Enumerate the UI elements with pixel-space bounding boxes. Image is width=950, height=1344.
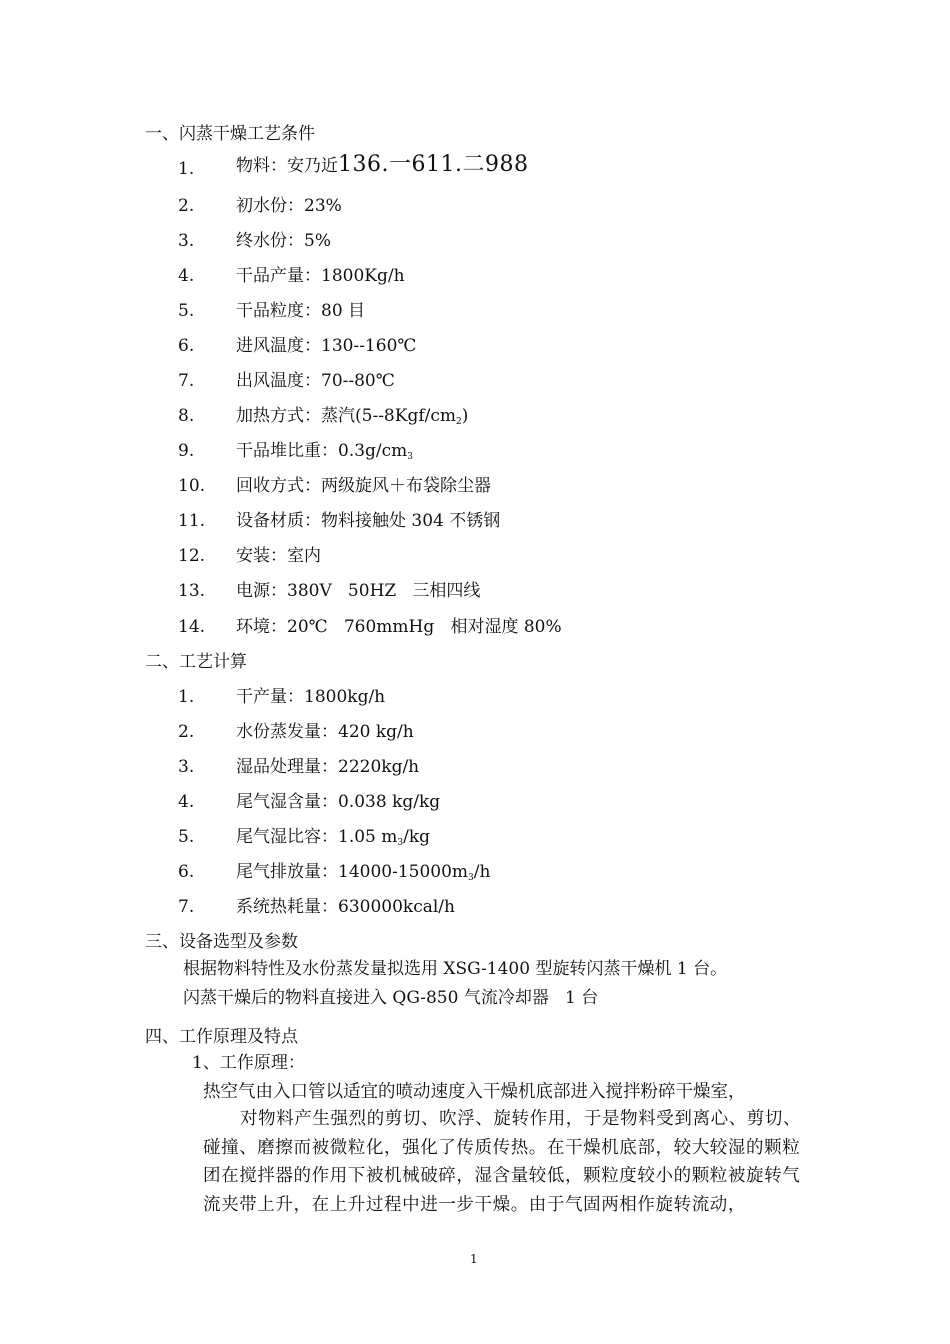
item-number: 13. [178,581,206,601]
list-item [236,862,490,888]
item-number: 4. [178,792,195,812]
list-item: 尾气湿含量：0.038 kg/kg [236,792,441,812]
item-number: 12. [178,546,206,566]
list-item [236,152,529,177]
list-item: 进风温度：130--160℃ [236,336,417,356]
list-item: 终水份：5% [236,231,331,251]
paragraph-line: 闪蒸干燥后的物料直接进入 QG-850 气流冷却器 1 台 [183,988,599,1008]
paragraph-line: 根据物料特性及水份蒸发量拟选用 XSG-1400 型旋转闪蒸干燥机 1 台。 [183,959,728,979]
item-number: 7. [178,897,195,917]
item-number: 5. [178,301,195,321]
list-item: 水份蒸发量：420 kg/h [236,722,414,742]
item-number: 14. [178,617,206,637]
list-item: 环境：20℃ 760mmHg 相对湿度 80% [236,617,562,637]
list-item: 干品粒度：80 目 [236,301,366,321]
superscript: 3 [468,873,474,883]
list-item [236,406,468,432]
page-number: 1 [470,1252,478,1266]
list-item: 设备材质：物料接触处 304 不锈钢 [236,511,501,531]
item-number: 1. [178,159,195,179]
list-item: 出风温度：70--80℃ [236,371,395,391]
section-heading-1: 一、闪蒸干燥工艺条件 [145,124,315,144]
item-number: 10. [178,476,206,496]
section-heading-2: 二、工艺计算 [145,652,247,672]
item-number: 7. [178,371,195,391]
paragraph-line: 热空气由入口管以适宜的喷动速度入干燥机底部进入搅拌粉碎干燥室， [203,1082,746,1102]
item-number: 2. [178,196,195,216]
body-paragraph: 对物料产生强烈的剪切、吹浮、旋转作用，于是物料受到离心、剪切、碰撞、磨擦而被微粒化，强化了传质传热。在干燥机底部，较大较湿的颗粒团在搅拌器的作用下被机械破碎，湿含量较低，颗粒度较小的颗粒被旋转气流夹带上升，在上升过程中进一步干燥。由于气固两相作旋转流动， [203,1109,802,1215]
item-text: 加热方式：蒸汽(5--8Kgf/cm [236,406,456,426]
list-item [236,441,413,467]
section-heading-3: 三、设备选型及参数 [145,932,298,952]
item-tail: /h [473,862,491,882]
phone-number: 136.一611.二988 [338,152,529,177]
list-item: 初水份：23% [236,196,342,216]
list-item: 安装：室内 [236,546,321,566]
item-number: 6. [178,336,195,356]
superscript: 3 [397,838,404,848]
item-number: 11. [178,511,206,531]
item-text: 尾气排放量：14000-15000m [236,862,469,882]
item-tail: /kg [403,827,431,847]
item-label: 物料：安乃近 [236,156,338,176]
list-item: 干产量：1800kg/h [236,687,386,707]
item-number: 8. [178,406,195,426]
item-number: 5. [178,827,195,847]
list-item: 系统热耗量：630000kcal/h [236,897,455,917]
item-text: 干品堆比重：0.3g/cm [236,441,408,461]
item-number: 3. [178,231,195,251]
list-item: 干品产量：1800Kg/h [236,266,405,286]
item-number: 4. [178,266,195,286]
list-item: 湿品处理量：2220kg/h [236,757,420,777]
sub-heading: 1、工作原理： [192,1053,305,1073]
section-heading-4: 四、工作原理及特点 [145,1027,298,1047]
list-item: 电源：380V 50HZ 三相四线 [236,581,481,601]
item-number: 3. [178,757,195,777]
item-number: 6. [178,862,195,882]
list-item [236,827,430,853]
list-item: 回收方式：两级旋风＋布袋除尘器 [236,476,491,496]
superscript: 2 [456,417,462,427]
item-number: 9. [178,441,195,461]
item-number: 1. [178,687,195,707]
item-text: 尾气湿比容：1.05 m [236,827,398,847]
superscript: 3 [407,452,414,462]
item-number: 2. [178,722,195,742]
item-tail: ) [461,406,469,426]
